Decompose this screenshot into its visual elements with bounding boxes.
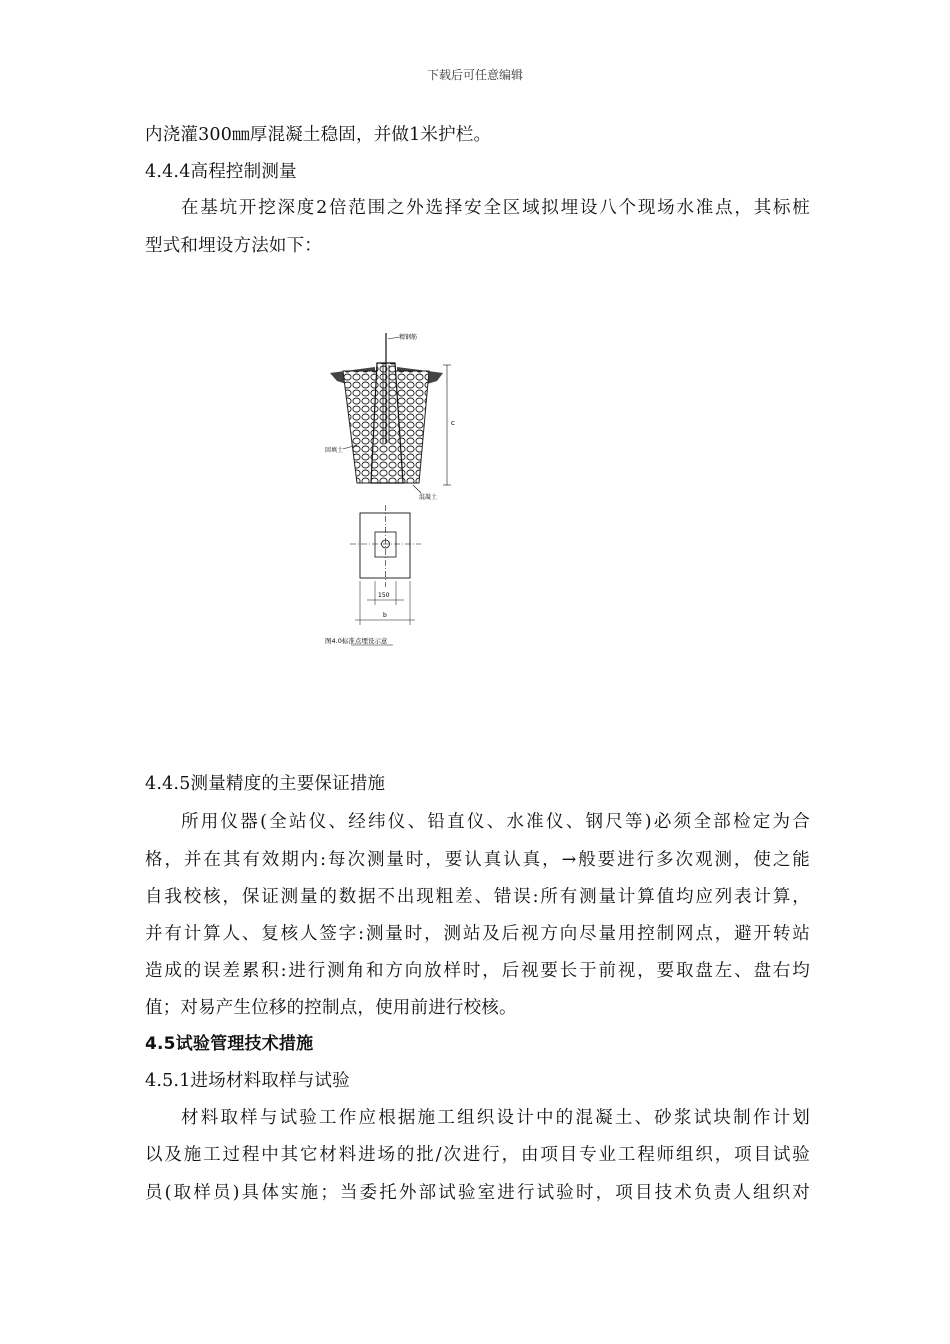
label-backfill: 回填土 (325, 447, 344, 454)
figure-caption: 图4.0标准点埋设示意 (325, 637, 388, 645)
label-concrete: 混凝土 (419, 494, 438, 501)
heading-4-5: 4.5试验管理技术措施 (145, 1034, 314, 1054)
paragraph-line: 在基坑开挖深度2倍范围之外选择安全区域拟埋设八个现场水准点，其标桩 (181, 198, 810, 218)
heading-4-5-1: 4.5.1进场材料取样与试验 (145, 1071, 350, 1091)
paragraph-line: 造成的误差累积:进行测角和方向放样时，后视要长于前视，要取盘左、盘右均 (145, 961, 810, 981)
paragraph-line: 以及施工过程中其它材料进场的批/次进行，由项目专业工程师组织，项目试验 (145, 1145, 810, 1165)
dim-height: c (451, 419, 455, 427)
paragraph-line: 所用仪器(全站仪、经纬仪、铅直仪、水准仪、钢尺等)必须全部检定为合 (181, 812, 810, 832)
paragraph-line: 材料取样与试验工作应根据施工组织设计中的混凝土、砂浆试块制作计划 (181, 1108, 810, 1128)
paragraph-line: 内浇灌300㎜厚混凝土稳固，并做1米护栏。 (145, 125, 492, 145)
paragraph-line: 并有计算人、复核人签字:测量时，测站及后视方向尽量用控制网点，避开转站 (145, 924, 810, 944)
paragraph-line: 值；对易产生位移的控制点，使用前进行校核。 (145, 998, 517, 1018)
dim-150: 150 (378, 592, 390, 599)
heading-4-4-5: 4.4.5测量精度的主要保证措施 (145, 774, 386, 794)
dim-b: b (383, 612, 387, 619)
page-header-note: 下载后可任意编辑 (426, 68, 523, 82)
paragraph-line: 格，并在其有效期内:每次测量时，要认真认真，→般要进行多次观测，使之能 (145, 850, 810, 870)
paragraph-line: 员(取样员)具体实施；当委托外部试验室进行试验时，项目技术负责人组织对 (145, 1183, 810, 1203)
label-steel: 精钢筋 (399, 334, 418, 341)
paragraph-line: 自我校核，保证测量的数据不出现粗差、错误:所有测量计算值均应列表计算， (145, 887, 810, 907)
paragraph-line: 型式和埋设方法如下： (145, 236, 322, 256)
heading-4-4-4: 4.4.4高程控制测量 (145, 162, 297, 182)
benchmark-diagram (325, 325, 475, 665)
